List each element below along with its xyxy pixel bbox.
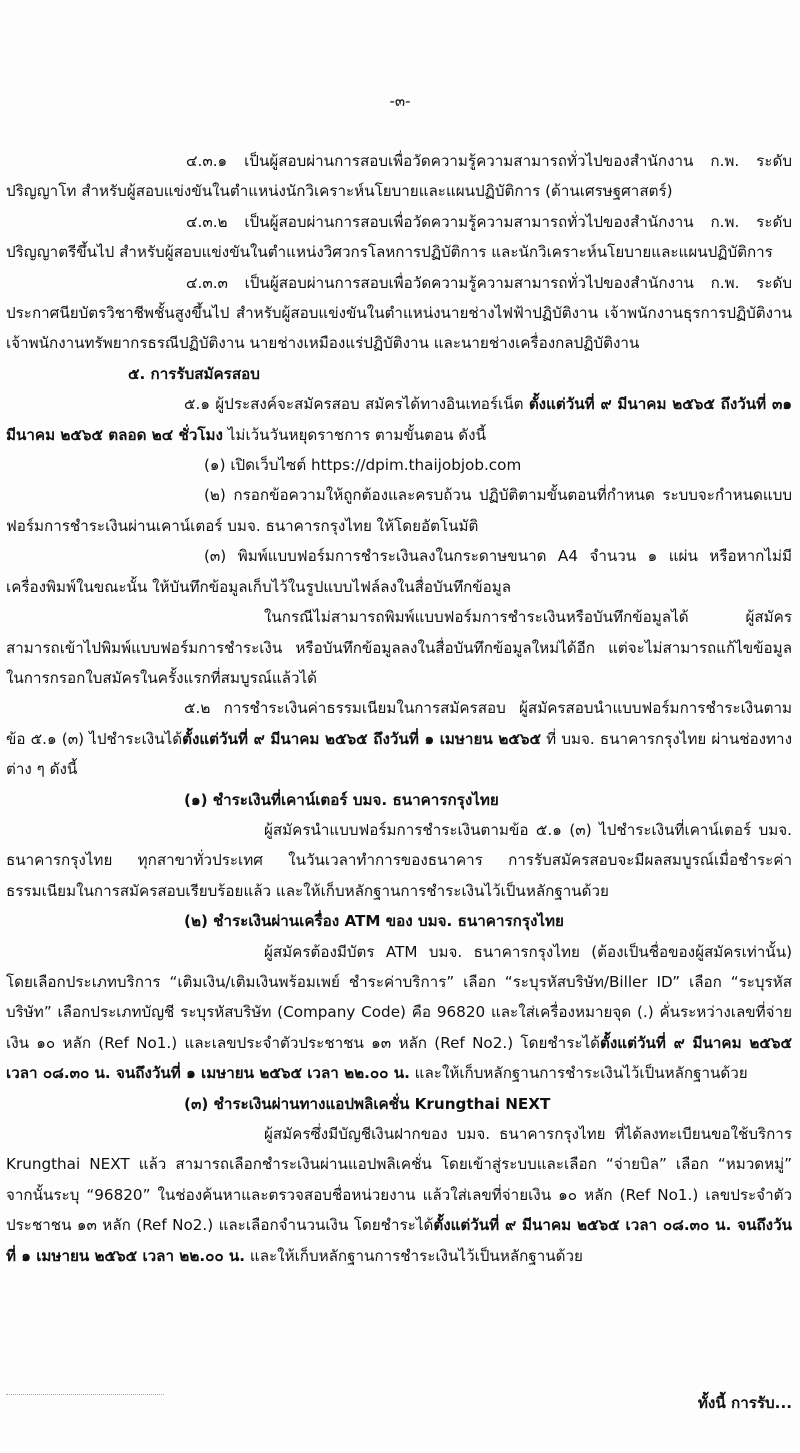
item-5-2-tail: ที่ บมจ. ธนาคารกรุงไทย ผ่านช่องทางต่าง ๆ ดังนี้ <box>6 729 793 779</box>
item-4-3-3 <box>6 268 792 359</box>
item-5-2-lead: ๕.๒ การชำระเงินค่าธรรมเนียมในการสมัครสอบ ผู้สมัครสอบนำแบบฟอร์มการชำระเงินตามข้อ ๕.๑ (๓) ไปชำระเงินได้ <box>6 699 792 748</box>
item-4-3-1-line2: ระดับปริญญาโท สำหรับผู้สอบแข่งขันในตำแหน่งนักวิเคราะห์นโยบายและแผนปฏิบัติการ (ด้านเศรษฐศาสตร์) <box>6 152 792 201</box>
step-3: (๓) พิมพ์แบบฟอร์มการชำระเงินลงในกระดาษขนาด A4 จำนวน ๑ แผ่น หรือหากไม่มีเครื่องพิมพ์ในขณะนั้น ให้บันทึกข้อมูลเก็บไว้ในรูปแบบไฟล์ลงในสื่อบันทึกข้อมูล <box>6 547 792 596</box>
payment-2-body <box>6 937 792 1089</box>
payment-2-tail: และให้เก็บหลักฐานการชำระเงินไว้เป็นหลักฐานด้วย <box>409 1064 748 1083</box>
payment-3-title: (๓) ชำระเงินผ่านทางแอปพลิเคชั่น Krungthai NEXT <box>184 1094 551 1113</box>
item-5-2-dates: ตั้งแต่วันที่ ๙ มีนาคม ๒๕๖๕ ถึงวันที่ ๑ เมษายน ๒๕๖๕ <box>182 729 542 748</box>
item-4-3-2 <box>6 207 792 268</box>
payment-3-body <box>6 1119 792 1271</box>
dotted-rule <box>6 1394 164 1395</box>
item-4-3-2-line1: ๔.๓.๒ เป็นผู้สอบผ่านการสอบเพื่อวัดความรู้ความสามารถทั่วไปของสำนักงาน ก.พ. <box>186 212 740 231</box>
item-5-1-lead: ๕.๑ ผู้ประสงค์จะสมัครสอบ สมัครได้ทางอินเทอร์เน็ต <box>184 395 529 414</box>
payment-1-title: (๑) ชำระเงินที่เคาน์เตอร์ บมจ. ธนาคารกรุงไทย <box>184 790 499 809</box>
item-5-1-tail: ไม่เว้นวันหยุดราชการ ตามขั้นตอน ดังนี้ <box>222 425 486 444</box>
step-1: (๑) เปิดเว็บไซต์ https://dpim.thaijobjob.com <box>204 456 522 475</box>
payment-2-title: (๒) ชำระเงินผ่านเครื่อง ATM ของ บมจ. ธนาคารกรุงไทย <box>184 912 564 931</box>
continuation-text: ทั้งนี้ การรับ... <box>697 1394 792 1412</box>
note-paragraph: ในกรณีไม่สามารถพิมพ์แบบฟอร์มการชำระเงินหรือบันทึกข้อมูลได้ ผู้สมัครสามารถเข้าไปพิมพ์แบบฟอร์มการชำระเงิน หรือบันทึกข้อมูลลงในสื่อบันทึกข้อมูลใหม่ได้อีก แต่จะไม่สามารถแก้ไขข้อมูลในการกรอกใบสมัครในครั้งแรกที่สมบูรณ์แล้วได้ <box>6 608 792 687</box>
document-body <box>6 146 792 1271</box>
item-4-3-3-line2: ระดับประกาศนียบัตรวิชาชีพชั้นสูงขึ้นไป สำหรับผู้สอบแข่งขันในตำแหน่งนายช่างไฟฟ้าปฏิบัติงาน เจ้าพนักงานธุรการปฏิบัติงาน เจ้าพนักงานทรัพยากรธรณีปฏิบัติงาน นายช่างเหมืองแร่ปฏิบัติงาน และนายช่างเครื่องกลปฏิบัติงาน <box>6 273 792 353</box>
payment-2-text: ผู้สมัครต้องมีบัตร ATM บมจ. ธนาคารกรุงไทย (ต้องเป็นชื่อของผู้สมัครเท่านั้น) โดยเลือกประเภทบริการ “เติมเงิน/เติมเงินพร้อมเพย์ ชำระค่าบริการ” เลือก “ระบุรหัสบริษัท/Biller ID” เลือก “ระบุรหัสบริษัท” เลือกประเภทบัญชี ระบุรหัสบริษัท (Company Code) คือ 96820 และใส่เครื่องหมายจุด (.) คั่นระหว่างเลขที่จ่ายเงิน ๑๐ หลัก (Ref No1.) และเลขประจำตัวประชาชน ๑๓ หลัก (Ref No2.) โดยชำระได้ <box>6 942 792 1052</box>
item-4-3-3-line1: ๔.๓.๓ เป็นผู้สอบผ่านการสอบเพื่อวัดความรู้ความสามารถทั่วไปของสำนักงาน ก.พ. <box>186 273 740 292</box>
item-5-1 <box>6 389 792 450</box>
payment-3-dates: ตั้งแต่วันที่ ๙ มีนาคม ๒๕๖๕ เวลา ๐๘.๓๐ น. จนถึงวันที่ ๑ เมษายน ๒๕๖๕ เวลา ๒๒.๐๐ น. <box>6 1216 793 1265</box>
payment-1-body: ผู้สมัครนำแบบฟอร์มการชำระเงินตามข้อ ๕.๑ (๓) ไปชำระเงินที่เคาน์เตอร์ บมจ. ธนาคารกรุงไทย ทุกสาขาทั่วประเทศ ในวันเวลาทำการของธนาคาร การรับสมัครสอบจะมีผลสมบูรณ์เมื่อชำระค่าธรรมเนียมในการสมัครสอบเรียบร้อยแล้ว และให้เก็บหลักฐานการชำระเงินไว้เป็นหลักฐานด้วย <box>6 820 792 900</box>
payment-2-dates: ตั้งแต่วันที่ ๙ มีนาคม ๒๕๖๕ เวลา ๐๘.๓๐ น. จนถึงวันที่ ๑ เมษายน ๒๕๖๕ เวลา ๒๒.๐๐ น. <box>6 1033 793 1083</box>
section-5-heading: ๕. การรับสมัครสอบ <box>128 364 260 383</box>
item-4-3-1 <box>6 146 792 207</box>
page-number: -๓- <box>389 92 411 110</box>
item-5-1-dates: ตั้งแต่วันที่ ๙ มีนาคม ๒๕๖๕ ถึงวันที่ ๓๑ มีนาคม ๒๕๖๕ ตลอด ๒๔ ชั่วโมง <box>6 395 793 444</box>
page-footer <box>6 1388 792 1418</box>
payment-3-text: ผู้สมัครซึ่งมีบัญชีเงินฝากของ บมจ. ธนาคารกรุงไทย ที่ได้ลงทะเบียนขอใช้บริการ Krungthai NEXT แล้ว สามารถเลือกชำระเงินผ่านแอปพลิเคชั่น โดยเข้าสู่ระบบและเลือก “จ่ายบิล” เลือก “หมวดหมู่” จากนั้นระบุ “96820” ในช่องค้นหาและตรวจสอบชื่อหน่วยงาน แล้วใส่เลขที่จ่ายเงิน ๑๐ หลัก (Ref No1.) เลขประจำตัวประชาชน ๑๓ หลัก (Ref No2.) และเลือกจำนวนเงิน โดยชำระได้ <box>6 1125 792 1235</box>
item-5-2 <box>6 693 792 784</box>
payment-3-tail: และให้เก็บหลักฐานการชำระเงินไว้เป็นหลักฐานด้วย <box>245 1246 583 1265</box>
item-4-3-1-line1: ๔.๓.๑ เป็นผู้สอบผ่านการสอบเพื่อวัดความรู้ความสามารถทั่วไปของสำนักงาน ก.พ. <box>186 152 740 170</box>
step-2: (๒) กรอกข้อความให้ถูกต้องและครบถ้วน ปฏิบัติตามขั้นตอนที่กำหนด ระบบจะกำหนดแบบฟอร์มการชำระเงินผ่านเคาน์เตอร์ บมจ. ธนาคารกรุงไทย ให้โดยอัตโนมัติ <box>6 486 792 535</box>
item-4-3-2-line2: ระดับปริญญาตรีขึ้นไป สำหรับผู้สอบแข่งขันในตำแหน่งวิศวกรโลหการปฏิบัติการ และนักวิเคราะห์นโยบายและแผนปฏิบัติการ <box>6 212 792 262</box>
